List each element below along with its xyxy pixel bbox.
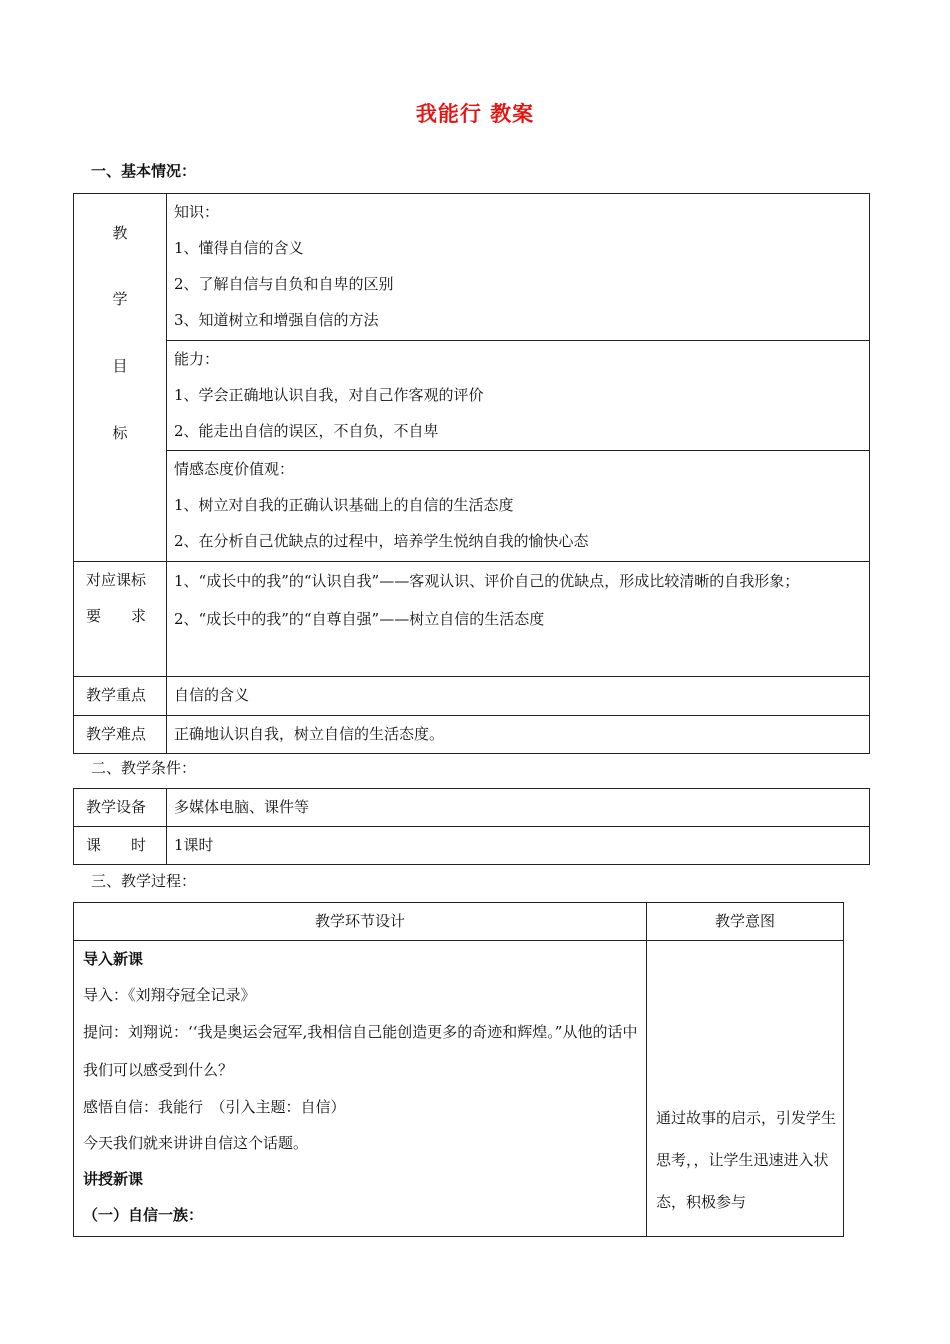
objectives-label-char: 教: [112, 224, 128, 242]
ability-heading: 能力：: [174, 350, 220, 368]
emotion-item: 1、树立对自我的正确认识基础上的自信的生活态度: [174, 496, 514, 514]
page-title: 我能行 教案: [415, 102, 535, 126]
process-header-right-cell: [647, 903, 844, 941]
emotion-cell: [167, 451, 870, 562]
objectives-label-char: 目: [112, 357, 128, 375]
key-point-value: 自信的含义: [174, 686, 250, 704]
process-header-left: 教学环节设计: [314, 912, 405, 930]
lead-in-today: 今天我们就来讲讲自信这个话题。: [83, 1134, 309, 1152]
curriculum-item: 2、“成长中的我”的“自尊自强”——树立自信的生活态度: [174, 610, 545, 628]
curriculum-item: 1、“成长中的我”的“认识自我”——客观认识、评价自己的优缺点，形成比较清晰的自我形象；: [174, 572, 800, 590]
objectives-label-cell: [74, 194, 167, 562]
key-point-cell: [167, 677, 870, 716]
basic-info-table: [73, 193, 870, 754]
process-header-left-cell: [74, 903, 647, 941]
curriculum-label-cell: [74, 562, 167, 677]
hours-value: 1课时: [174, 836, 214, 854]
ability-item: 1、学会正确地认识自我，对自己作客观的评价: [174, 386, 484, 404]
difficulty-cell: [167, 716, 870, 754]
new-lesson-heading: 讲授新课: [83, 1170, 144, 1188]
knowledge-cell: [167, 194, 870, 341]
process-content-cell: [74, 941, 647, 1237]
objectives-label-char: 标: [112, 424, 128, 442]
equipment-label-cell: [74, 789, 167, 827]
ability-cell: [167, 341, 870, 451]
difficulty-label-cell: [74, 716, 167, 754]
hours-label: 课 时: [86, 836, 147, 854]
knowledge-item: 2、了解自信与自负和自卑的区别: [174, 275, 394, 293]
emotion-heading: 情感态度价值观：: [174, 460, 295, 478]
process-table: [73, 902, 844, 1237]
lead-in-feel: 感悟自信：我能行 （引入主题：自信）: [83, 1098, 346, 1116]
curriculum-label: 对应课标: [86, 571, 147, 589]
equipment-label: 教学设备: [86, 798, 147, 816]
knowledge-item: 3、知道树立和增强自信的方法: [174, 311, 379, 329]
section-heading-process: 三、教学过程：: [91, 872, 197, 890]
conditions-table: [73, 788, 870, 865]
section-heading-conditions: 二、教学条件：: [91, 759, 197, 777]
process-header-right: 教学意图: [714, 912, 775, 930]
objectives-label-char: 学: [112, 290, 128, 308]
subsection-heading: （一）自信一族：: [83, 1206, 204, 1224]
lead-in-question: 提问：刘翔说：‘‘我是奥运会冠军,我相信自己能创造更多的奇迹和辉煌。”从他的话中我们可以感受到什么？: [83, 1023, 638, 1079]
hours-cell: [167, 827, 870, 865]
difficulty-label: 教学难点: [86, 725, 147, 743]
curriculum-label: 要 求: [86, 607, 147, 625]
hours-label-cell: [74, 827, 167, 865]
intent-text: 通过故事的启示，引发学生思考，，让学生迅速进入状态，积极参与: [656, 1109, 837, 1211]
key-point-label: 教学重点: [86, 686, 147, 704]
emotion-item: 2、在分析自己优缺点的过程中，培养学生悦纳自我的愉快心态: [174, 532, 589, 550]
knowledge-item: 1、懂得自信的含义: [174, 239, 304, 257]
equipment-value: 多媒体电脑、课件等: [174, 798, 310, 816]
ability-item: 2、能走出自信的误区，不自负，不自卑: [174, 422, 439, 440]
difficulty-value: 正确地认识自我，树立自信的生活态度。: [174, 725, 445, 743]
key-point-label-cell: [74, 677, 167, 716]
section-heading-basic: 一、基本情况：: [91, 162, 197, 180]
lead-in-intro: 导入：《刘翔夺冠全记录》: [83, 986, 256, 1004]
lead-in-heading: 导入新课: [83, 950, 144, 968]
intent-cell: [647, 941, 844, 1237]
knowledge-heading: 知识：: [174, 203, 220, 221]
equipment-cell: [167, 789, 870, 827]
curriculum-cell: [167, 562, 870, 677]
